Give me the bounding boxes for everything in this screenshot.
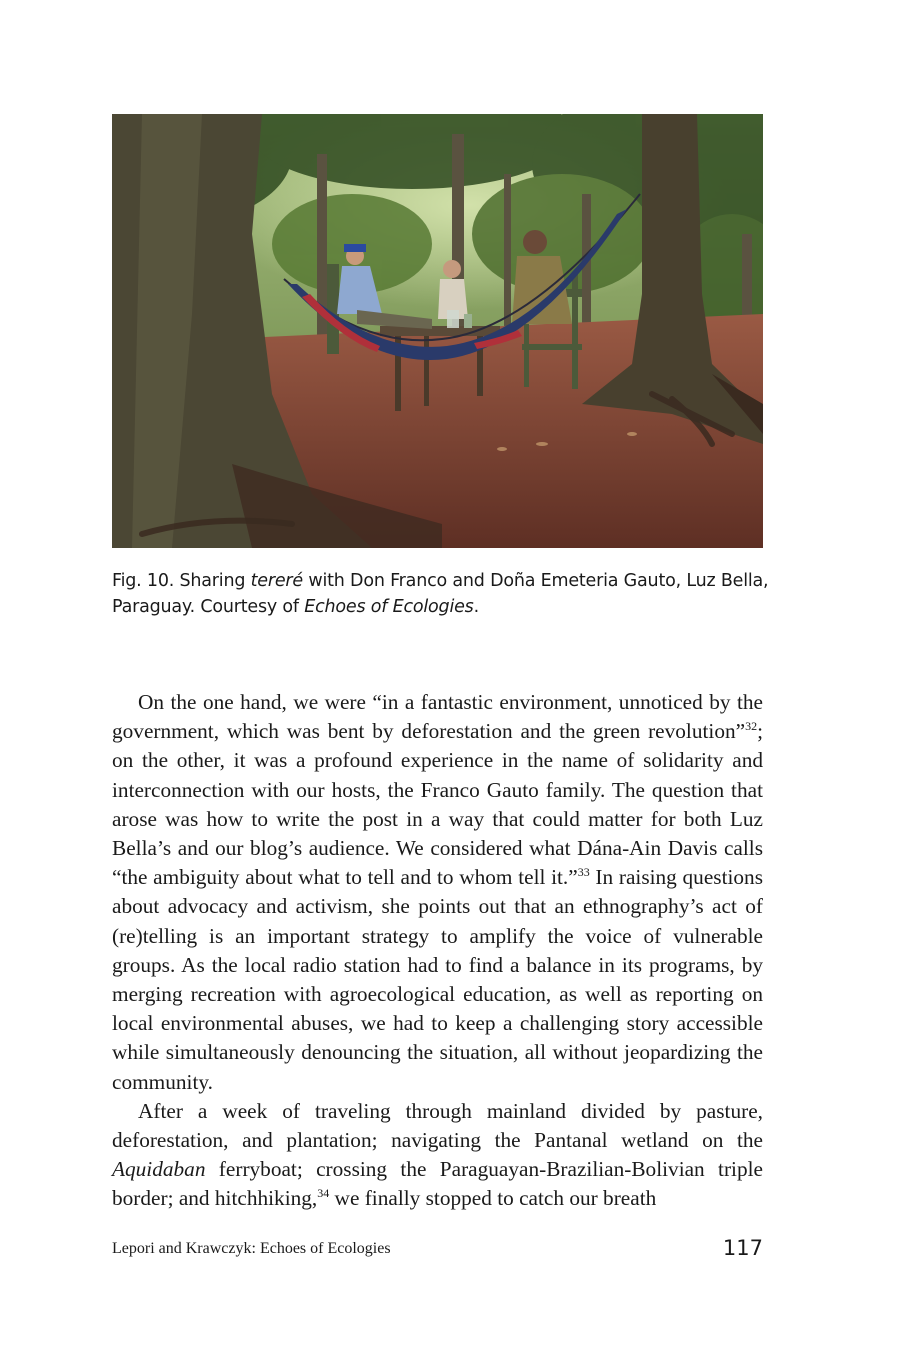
page-number: 117 bbox=[722, 1236, 763, 1260]
photo-illustration bbox=[112, 114, 763, 548]
caption-prefix: Fig. 10. Sharing bbox=[112, 571, 251, 591]
body-text bbox=[112, 688, 763, 1214]
paragraph-2-part-2: ferryboat; crossing the Paraguayan-Brazilian-Bolivian triple border; and hitchhiking, bbox=[112, 1157, 763, 1211]
caption-middle: with Don Franco and Doña Emeteria Gauto, Luz Bella, Paraguay. Courtesy of bbox=[112, 571, 769, 617]
paragraph-2-part-1: After a week of traveling through mainland divided by pasture, deforestation, and plantation; navigating the Pantanal wetland on the bbox=[112, 1098, 763, 1153]
paragraph-2 bbox=[112, 1097, 763, 1214]
caption-term: tereré bbox=[250, 571, 303, 591]
footnote-ref-32[interactable]: 32 bbox=[745, 719, 758, 734]
paragraph-1-part-2: ; on the other, it was a profound experience in the name of solidarity and interconnection with our hosts, the Franco Gauto family. The question that arose was how to write the post in a way that could matter for both Luz Bella’s and our blog’s audience. We considered what Dána-Ain Davis calls “the ambiguity about what to tell and to whom tell it.” bbox=[112, 719, 763, 890]
paragraph-1-part-1: On the one hand, we were “in a fantastic environment, unnoticed by the government, which was bent by deforestation and the green revolution” bbox=[112, 690, 763, 744]
paragraph-1-part-3: In raising questions about advocacy and activism, she points out that an ethnography’s act of (re)telling is an important strategy to amplify the voice of vulnerable groups. As the local radio station had to find a balance in its programs, by merging recreation with agroecological education, as well as reporting on local environmental abuses, we had to keep a challenging story accessible while simultaneously denouncing the situation, all without jeopardizing the community. bbox=[112, 865, 763, 1094]
footnote-ref-34[interactable]: 34 bbox=[317, 1186, 330, 1201]
paragraph-2-part-3: we finally stopped to catch our breath bbox=[329, 1186, 657, 1211]
paragraph-1 bbox=[112, 688, 763, 1097]
figure-caption bbox=[112, 568, 772, 620]
running-footer: Lepori and Krawczyk: Echoes of Ecologies bbox=[112, 1240, 391, 1257]
caption-source: Echoes of Ecologies bbox=[304, 597, 474, 617]
footnote-ref-33[interactable]: 33 bbox=[577, 865, 590, 880]
caption-suffix: . bbox=[473, 597, 479, 617]
ship-name: Aquidaban bbox=[112, 1157, 206, 1182]
figure-photo bbox=[112, 114, 763, 548]
